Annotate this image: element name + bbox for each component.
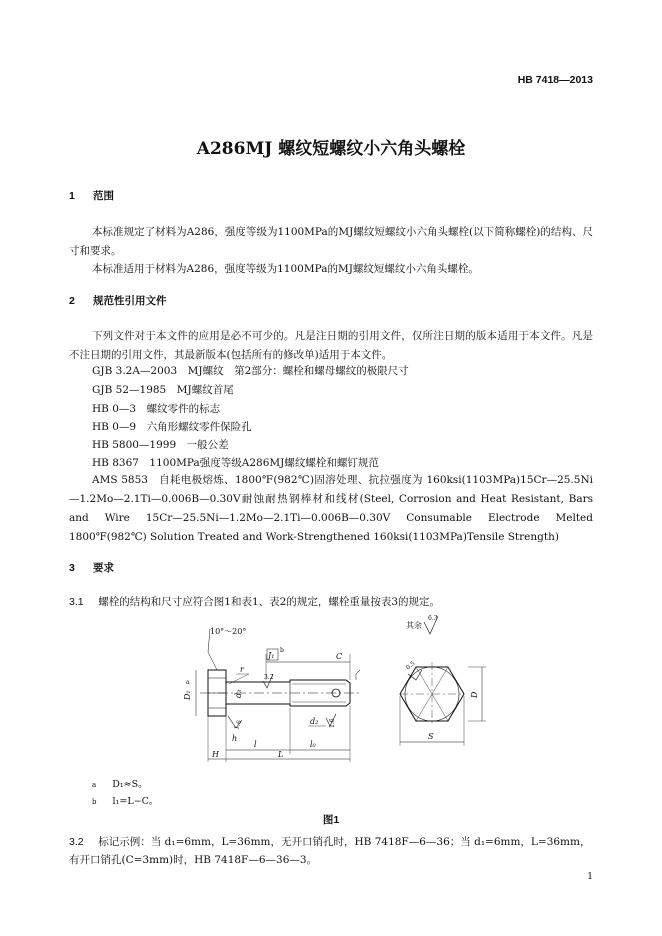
section-2-title: 规范性引用文件: [93, 295, 167, 307]
reference-ams-5853: AMS 5853 自耗电极熔炼、1800℉(982℃)固溶处理、抗拉强度为 160ksi(1103MPa)15Cr—25.5Ni—1.2Mo—2.1Ti—0.006B—0.30V耐蚀耐热钢棒材和线材(Steel, Corrosion and Heat Resistant, Bars and Wire 15Cr—25.5Ni—1.2Mo—2.1Ti—0.006B—0.30V Consumable Electrode Melted 1800℉(982℃) Solution Treated and Work-Strengthened 160ksi(1103MPa)Tensile Strength): [69, 474, 593, 543]
d3-label: d₃: [234, 689, 243, 698]
length-label: L: [278, 750, 284, 759]
figure-note-a: [92, 776, 148, 790]
reference-item: HB 5800—1999 一般公差: [92, 439, 229, 451]
section-1-paragraph-1: 本标准规定了材料为A286，强度等级为1100MPa的MJ螺纹短螺纹小六角头螺栓(以下简称螺栓)的结构、尺寸和要求。: [69, 226, 593, 257]
section-1-heading: [69, 188, 114, 203]
roughness-6-3-label: 6.3: [428, 615, 438, 622]
s-label: S: [428, 732, 434, 741]
d-label: D: [470, 691, 479, 698]
h-label: h: [232, 734, 238, 743]
section-3-number: 3: [69, 562, 75, 574]
d2-label: d₂: [310, 717, 319, 726]
roughness-leader: [356, 670, 360, 680]
reference-item: HB 0—9 六角形螺纹零件保险孔: [92, 421, 252, 433]
section-2-paragraph-1: 下列文件对于本文件的应用是必不可少的。凡是注日期的引用文件，仅所注日期的版本适用于本文件。凡是不注日期的引用文件，其最新版本(包括所有的修改单)适用于本文件。: [69, 330, 593, 361]
figure-note-a-text: D₁≈S。: [112, 779, 148, 790]
j1-label: J₁: [268, 651, 275, 660]
page-number: 1: [587, 872, 593, 882]
section-3-heading: [69, 560, 114, 575]
reference-item: GJB 52—1985 MJ螺纹首尾: [92, 384, 234, 396]
section-1-title: 范围: [93, 190, 114, 202]
figure-note-b: [92, 793, 158, 807]
d1-head-label: D₁: [183, 690, 192, 700]
section-1-paragraph-2: 本标准适用于材料为A286，强度等级为1100MPa的MJ螺纹短螺纹小六角头螺栓。: [92, 263, 479, 275]
roughness-0-5-label: 0.5: [404, 660, 417, 672]
reference-item: GJB 3.2A—2003 MJ螺纹 第2部分：螺栓和螺母螺纹的极限尺寸: [92, 365, 409, 377]
clause-3-2-continuation: 有开口销孔(C=3mm)时，HB 7418F—6—36—3。: [69, 854, 318, 866]
j1-note-mark: b: [280, 647, 284, 654]
remaining-surfaces-label: 其余: [406, 621, 422, 630]
r-label: r: [240, 665, 244, 674]
page-title: A286MJ 螺纹短螺纹小六角头螺栓: [196, 139, 466, 159]
clause-3-2-text: 标记示例：当 d₁=6mm，L=36mm，无开口销孔时，HB 7418F—6—36；当 d₁=6mm，L=36mm，: [98, 836, 591, 848]
reference-item: HB 0—3 螺纹零件的标志: [92, 403, 221, 415]
section-2-number: 2: [69, 295, 75, 307]
l0-label: l₀: [310, 740, 316, 749]
clause-3-1-number: 3.1: [69, 596, 84, 608]
figure-note-b-mark: b: [92, 798, 97, 806]
l-label: l: [254, 740, 257, 749]
figure-note-a-mark: a: [92, 781, 97, 789]
clause-3-1-text: 螺栓的结构和尺寸应符合图1和表1、表2的规定，螺栓重量按表3的规定。: [98, 596, 441, 608]
section-2-heading: [69, 293, 167, 308]
roughness-1-6-label: 1.6: [233, 719, 244, 731]
angle-label: 10°～20°: [210, 627, 247, 636]
figure-note-b-text: l₁=L−C。: [112, 796, 159, 807]
clause-3-2: [69, 833, 590, 852]
section-1-number: 1: [69, 190, 75, 202]
reference-item: HB 8367 1100MPa强度等级A286MJ螺纹螺栓和螺钉规范: [92, 457, 379, 469]
c-label: C: [336, 652, 343, 661]
standard-number: HB 7418—2013: [517, 74, 593, 86]
roughness-3-2-label: 3.2: [264, 674, 274, 681]
roughness-1-6b-label: 1.6: [329, 718, 336, 728]
clause-3-2-number: 3.2: [69, 836, 84, 848]
d1-note-mark: a: [186, 679, 190, 686]
clause-3-1: [69, 593, 440, 612]
section-3-title: 要求: [93, 562, 114, 574]
figure-1-bolt-drawing: [150, 612, 650, 772]
figure-1-caption: 图1: [322, 814, 340, 826]
angle-leader: [208, 652, 217, 670]
head-height-label: H: [212, 750, 219, 759]
